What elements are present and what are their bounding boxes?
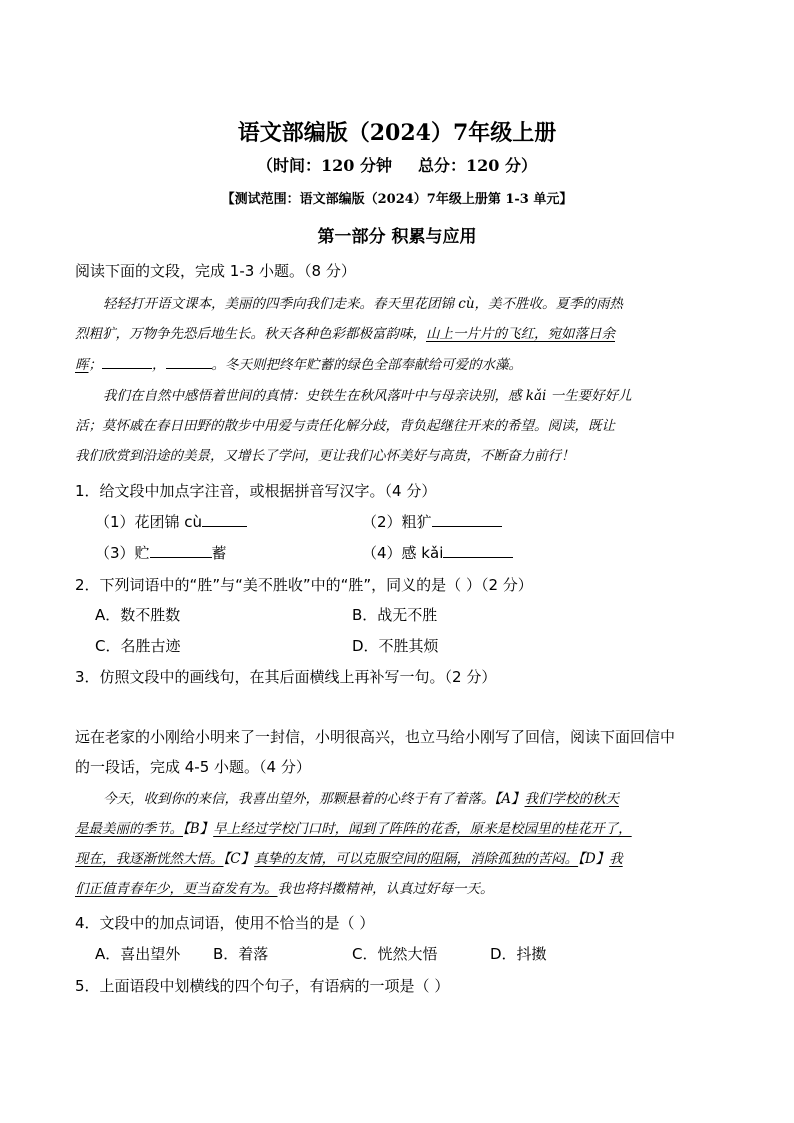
underlined-sentence-d: 我 — [609, 851, 623, 867]
question-3: 3．仿照文段中的画线句，在其后面横线上再补写一句。（2 分） — [75, 668, 497, 686]
section2-intro-line: 远在老家的小刚给小明来了一封信，小明很高兴，也立马给小刚写了回信，阅读下面回信中 — [75, 728, 676, 746]
answer-blank[interactable] — [166, 352, 212, 369]
question-5: 5．上面语段中划横线的四个句子，有语病的一项是（ ） — [75, 977, 450, 995]
exam-score: 总分：120 分） — [418, 156, 537, 175]
passage2-line: 活；莫怀戚在春日田野的散步中用爱与责任化解分歧，背负起继往开来的希望。阅读，既让 — [75, 418, 615, 434]
section2-intro-line: 的一段话，完成 4-5 小题。（4 分） — [75, 758, 311, 776]
passage1-text: 烈粗犷，万物争先恐后地生长。秋天各种色彩都极富韵味， — [75, 326, 426, 342]
answer-blank[interactable] — [443, 541, 513, 558]
test-scope: 【测试范围：语文部编版（2024）7年级上册第 1-3 单元】 — [221, 192, 573, 207]
underlined-sentence: 晖 — [75, 357, 89, 373]
answer-blank[interactable] — [150, 541, 212, 558]
question-2: 2．下列词语中的“胜”与“美不胜收”中的“胜”，同义的是（ ）（2 分） — [75, 576, 533, 594]
q4-option-b[interactable]: B．着落 — [213, 945, 269, 963]
q1-item-b: （2）粗犷 — [362, 510, 794, 534]
q2-option-b[interactable]: B．战无不胜 — [352, 606, 438, 624]
section1-intro: 阅读下面的文段，完成 1-3 小题。（8 分） — [75, 262, 356, 280]
underlined-sentence-a: 我们学校的秋天 — [524, 791, 619, 807]
underlined-sentence-b: 早上经过学校门口时，闻到了阵阵的花香，原来是校园里的桂花开了， — [213, 821, 632, 837]
letter-line: 们正值青春年少，更当奋发有为。我也将抖擞精神，认真过好每一天。 — [75, 881, 494, 897]
question-1: 1．给文段中加点字注音，或根据拼音写汉字。（4 分） — [75, 482, 437, 500]
q2-option-d[interactable]: D．不胜其烦 — [352, 637, 439, 655]
question-4: 4．文段中的加点词语，使用不恰当的是（ ） — [75, 914, 375, 932]
underlined-sentence-d: 们正值青春年少，更当奋发有为。 — [75, 881, 278, 897]
page-title: 语文部编版（2024）7年级上册 — [237, 120, 557, 146]
q1-item-c: （3）贮 蓄 — [95, 541, 745, 565]
q4-option-a[interactable]: A．喜出望外 — [95, 945, 181, 963]
passage1-line: 晖； ， 。冬天则把终年贮蓄的绿色全部奉献给可爱的水藻。 — [75, 352, 725, 377]
q2-option-c[interactable]: C．名胜古迹 — [95, 637, 181, 655]
underlined-sentence-a: 是最美丽的季节。 — [75, 821, 183, 837]
q1-item-d: （4）感 kǎi — [362, 541, 794, 565]
q1-item-a: （1）花团锦 cù — [95, 510, 745, 534]
passage2-line: 我们欣赏到沿途的美景，又增长了学问，更让我们心怀美好与高贵，不断奋力前行！ — [75, 448, 575, 464]
part-title: 第一部分 积累与应用 — [317, 227, 477, 247]
letter-line: 现在，我逐渐恍然大悟。【C】真挚的友情，可以克服空间的阻隔，消除孤独的苦闷。【D】我 — [75, 851, 623, 867]
underlined-sentence-c: 真挚的友情，可以克服空间的阻隔，消除孤独的苦闷。 — [254, 851, 579, 867]
q4-option-c[interactable]: C．恍然大悟 — [352, 945, 438, 963]
answer-blank[interactable] — [102, 352, 152, 369]
q2-option-a[interactable]: A．数不胜数 — [95, 606, 181, 624]
underlined-sentence: 山上一片片的飞红，宛如落日余 — [426, 326, 615, 342]
letter-line: 今天，收到你的来信，我喜出望外，那颗悬着的心终于有了着落。【A】我们学校的秋天 — [103, 791, 619, 807]
exam-time: （时间：120 分钟 — [257, 156, 392, 175]
answer-blank[interactable] — [202, 510, 247, 527]
passage1-line: 轻轻打开语文课本，美丽的四季向我们走来。春天里花团锦 cù，美不胜收。夏季的雨热 — [103, 296, 624, 312]
underlined-sentence-b: 现在，我逐渐恍然大悟。 — [75, 851, 224, 867]
letter-line: 是最美丽的季节。【B】早上经过学校门口时，闻到了阵阵的花香，原来是校园里的桂花开了， — [75, 821, 632, 837]
passage1-line — [75, 322, 725, 346]
answer-blank[interactable] — [432, 510, 502, 527]
exam-time-score — [0, 154, 794, 178]
passage2-line: 我们在自然中感悟着世间的真情：史铁生在秋风落叶中与母亲诀别，感 kǎi 一生要好好儿 — [103, 388, 632, 404]
q4-option-d[interactable]: D．抖擞 — [490, 945, 547, 963]
